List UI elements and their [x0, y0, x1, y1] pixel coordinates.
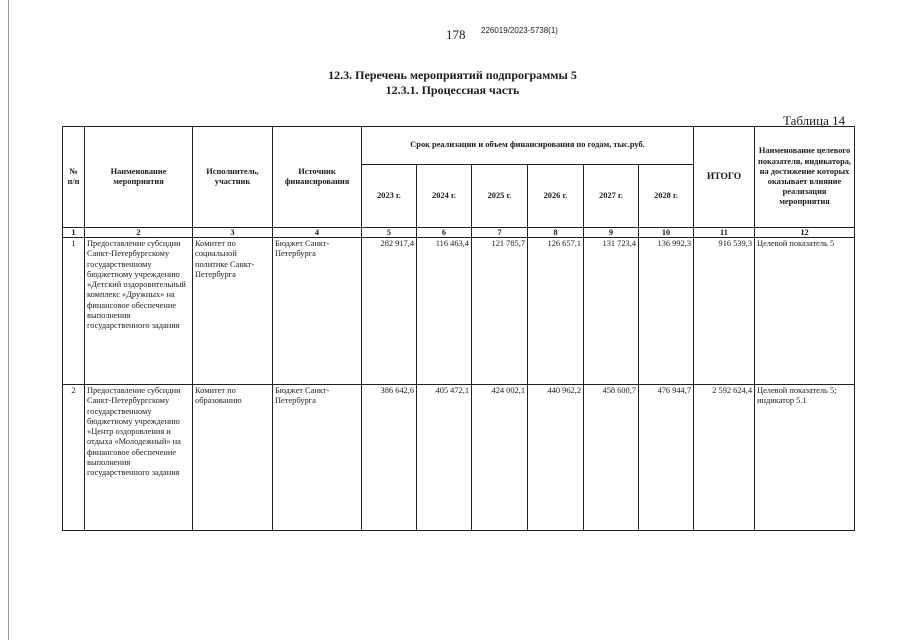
row-value-2023: 282 917,4	[362, 238, 417, 385]
column-number: 4	[273, 228, 362, 238]
column-number: 8	[528, 228, 584, 238]
row-executor: Комитет по образованию	[193, 385, 273, 531]
header-num: № п/п	[63, 127, 85, 228]
column-number: 6	[417, 228, 472, 238]
header-period: Срок реализации и объем финансирования по годам, тыс.руб.	[362, 127, 694, 165]
header-row	[63, 127, 855, 165]
row-total: 2 592 624,4	[694, 385, 755, 531]
column-number: 3	[193, 228, 273, 238]
column-number: 12	[755, 228, 855, 238]
header-year: 2027 г.	[584, 165, 639, 228]
header-year: 2024 г.	[417, 165, 472, 228]
header-year: 2026 г.	[528, 165, 584, 228]
row-value-2023: 386 642,6	[362, 385, 417, 531]
header-executor: Исполнитель, участник	[193, 127, 273, 228]
row-value-2024: 116 463,4	[417, 238, 472, 385]
row-name: Предоставление субсидии Санкт-Петербургскому государственному бюджетному учреждению «Центр оздоровления и отдыха «Молодежный» на финансовое обеспечение выполнения государственного задания	[85, 385, 193, 531]
row-value-2028: 476 944,7	[639, 385, 694, 531]
row-value-2025: 121 785,7	[472, 238, 528, 385]
column-number: 11	[694, 228, 755, 238]
page-number: 178	[446, 27, 466, 42]
header-source: Источник финансирования	[273, 127, 362, 228]
subsection-title: 12.3.1. Процессная часть	[385, 83, 520, 97]
row-source: Бюджет Санкт-Петербурга	[273, 385, 362, 531]
row-num: 2	[63, 385, 85, 531]
column-number: 10	[639, 228, 694, 238]
header-year: 2028 г.	[639, 165, 694, 228]
column-number: 9	[584, 228, 639, 238]
row-value-2024: 405 472,1	[417, 385, 472, 531]
row-value-2025: 424 002,1	[472, 385, 528, 531]
column-number: 7	[472, 228, 528, 238]
table-row	[63, 238, 855, 385]
section-title: 12.3. Перечень мероприятий подпрограммы 5	[328, 68, 577, 82]
row-source: Бюджет Санкт-Петербурга	[273, 238, 362, 385]
header-total: ИТОГО	[694, 127, 755, 228]
row-value-2027: 131 723,4	[584, 238, 639, 385]
table-caption: Таблица 14	[783, 113, 846, 128]
row-value-2026: 126 657,1	[528, 238, 584, 385]
header-year: 2023 г.	[362, 165, 417, 228]
column-number: 5	[362, 228, 417, 238]
header-year: 2025 г.	[472, 165, 528, 228]
row-value-2027: 458 600,7	[584, 385, 639, 531]
column-numbers-row	[63, 228, 855, 238]
activities-table	[62, 126, 855, 531]
column-number: 2	[85, 228, 193, 238]
header-name: Наименование мероприятия	[85, 127, 193, 228]
column-number: 1	[63, 228, 85, 238]
document-id: 226019/2023-5738(1)	[481, 26, 558, 35]
row-indicator: Целевой показатель 5; индикатор 5.1	[755, 385, 855, 531]
table-row	[63, 385, 855, 531]
row-name: Предоставление субсидии Санкт-Петербургскому государственному бюджетному учреждению «Детский оздоровительный комплекс «Дружных» на финансовое обеспечение выполнения государственного задания	[85, 238, 193, 385]
row-value-2026: 440 962,2	[528, 385, 584, 531]
row-value-2028: 136 992,3	[639, 238, 694, 385]
row-num: 1	[63, 238, 85, 385]
row-executor: Комитет по социальной политике Санкт-Петербурга	[193, 238, 273, 385]
header-indicator: Наименование целевого показателя, индикатора, на достижение которых оказывает влияние реализация мероприятия	[755, 127, 855, 228]
row-total: 916 539,3	[694, 238, 755, 385]
row-indicator: Целевой показатель 5	[755, 238, 855, 385]
